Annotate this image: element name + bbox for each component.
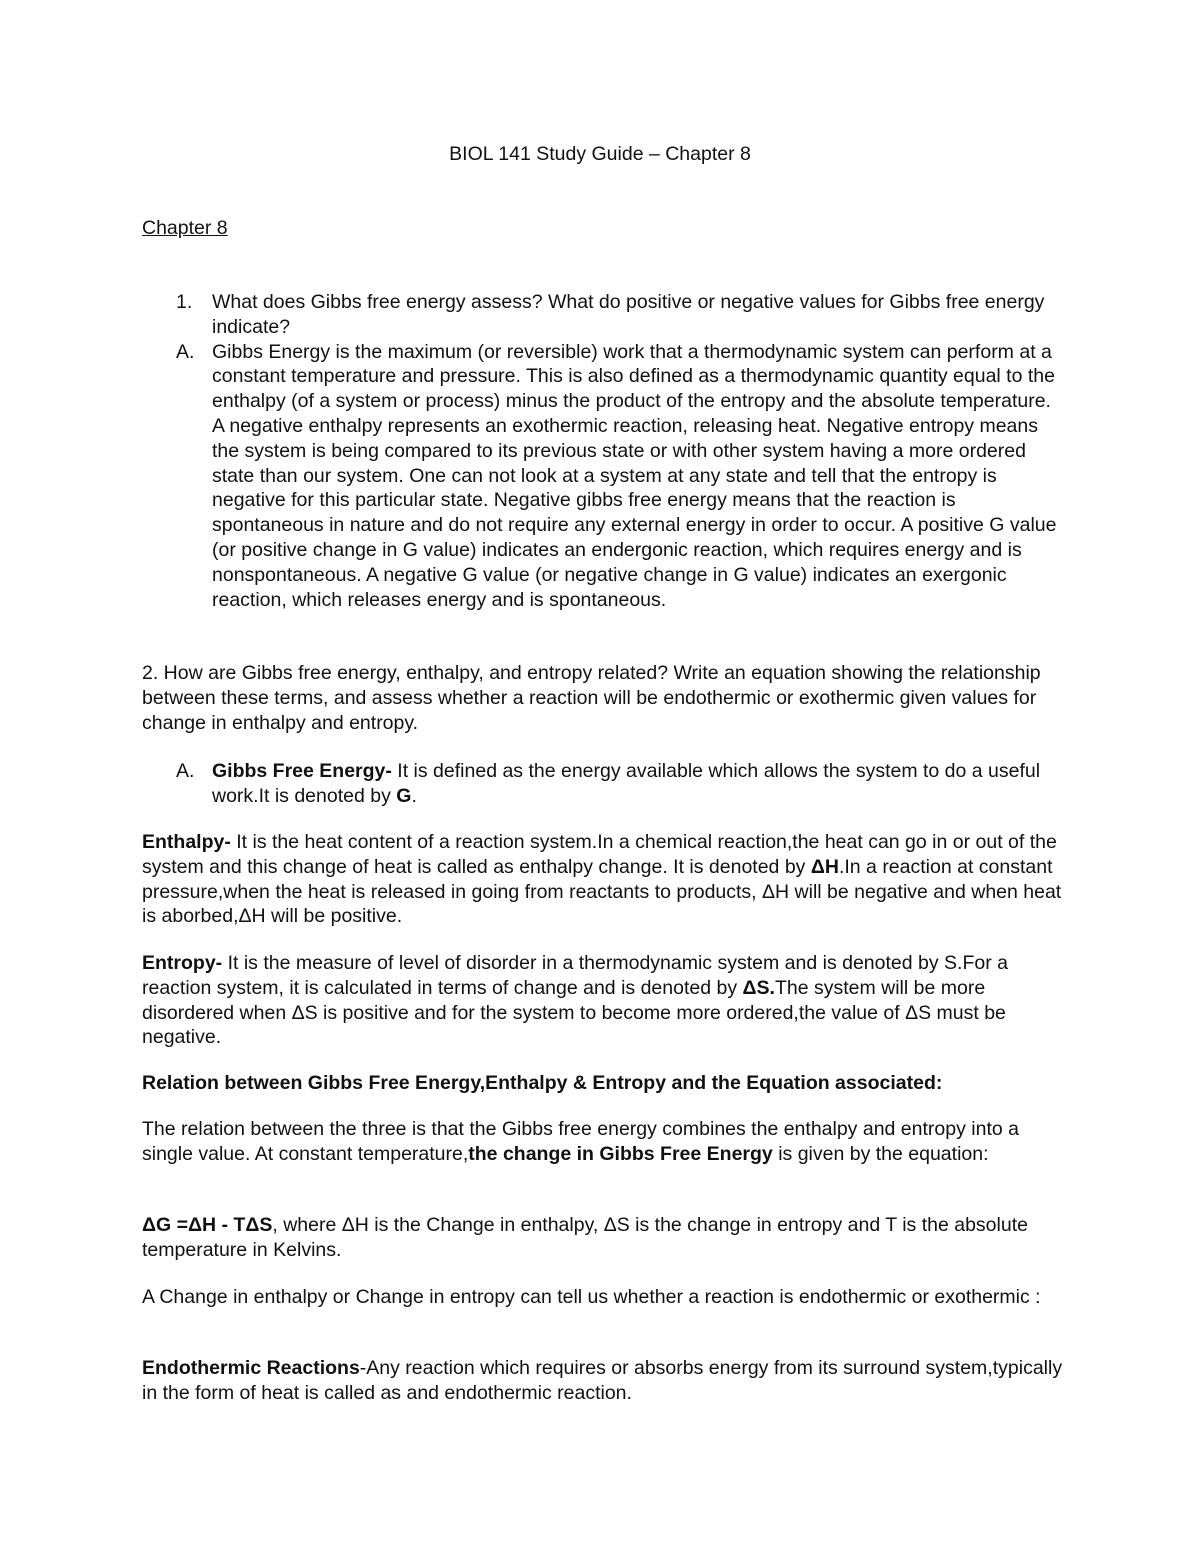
equation-text: , where ΔH is the Change in enthalpy, ΔS is the change in entropy and T is the absolute temperature in Kelvins.: [142, 1214, 1028, 1261]
relation-text-1: The relation between the three is that the Gibbs free energy combines the enthalpy and entropy into a single value. At constant temperature,: [142, 1118, 1019, 1165]
gibbs-end: .: [411, 784, 417, 807]
endothermic-text: -Any reaction which requires or absorbs energy from its surround system,typically in the form of heat is called as and endothermic reaction.: [142, 1357, 1063, 1404]
relation-text-2: is given by the equation:: [772, 1142, 989, 1165]
gibbs-symbol: G: [396, 784, 412, 807]
enthalpy-text-1: It is the heat content of a reaction system.In a chemical reaction,the heat can go in or out of the system and this change of heat is called as enthalpy change. It is denoted by: [142, 831, 1057, 878]
question-1-marker: 1.: [176, 291, 193, 313]
change-paragraph: A Change in enthalpy or Change in entropy can tell us whether a reaction is endothermic or exothermic :: [142, 1286, 1041, 1308]
enthalpy-paragraph: [142, 830, 1072, 929]
enthalpy-symbol: ΔH: [810, 855, 839, 878]
answer-1: [142, 340, 1062, 613]
entropy-term: Entropy-: [142, 952, 223, 974]
entropy-text-1: It is the measure of level of disorder in a thermodynamic system and is denoted by S.For a reaction system, it is calculated in terms of change and is denoted by: [142, 952, 1008, 999]
endothermic-paragraph: [142, 1356, 1072, 1406]
question-2: 2. How are Gibbs free energy, enthalpy, and entropy related? Write an equation showing the relationship between these terms, and assess whether a reaction will be endothermic or exothermic given values for change in enthalpy and entropy.: [142, 662, 1041, 734]
endothermic-term: Endothermic Reactions: [142, 1357, 360, 1379]
relation-heading-text: Relation between Gibbs Free Energy,Enthalpy & Entropy and the Equation associated:: [142, 1072, 943, 1094]
chapter-heading: Chapter 8: [142, 217, 228, 239]
answer-1-text: Gibbs Energy is the maximum (or reversible) work that a thermodynamic system can perform at a constant temperature and pressure. This is also defined as a thermodynamic quantity equal to the enthalpy (of a system or process) minus the product of the entropy and the absolute temperature. A negative enthalpy represents an exothermic reaction, releasing heat. Negative entropy means the system is being compared to its previous state or with other system having a more ordered state than our system. One can not look at a system at any state and tell that the entropy is negative for this particular state. Negative gibbs free energy means that the reaction is spontaneous in nature and do not require any external energy in order to occur. A positive G value (or positive change in G value) indicates an endergonic reaction, which requires energy and is nonspontaneous. A negative G value (or negative change in G value) indicates an exergonic reaction, which releases energy and is spontaneous.: [212, 340, 1057, 611]
gibbs-definition: It is defined as the energy available which allows the system to do a useful work.It is denoted by: [212, 760, 1041, 807]
question-1: [142, 290, 1062, 340]
answer-2-block: [142, 759, 1062, 809]
relation-paragraph: [142, 1117, 1072, 1167]
equation-paragraph: [142, 1213, 1072, 1263]
entropy-paragraph: [142, 951, 1072, 1050]
gibbs-equation: ΔG =ΔH - TΔS: [142, 1214, 273, 1236]
answer-2: [142, 759, 1062, 809]
enthalpy-term: Enthalpy-: [142, 831, 231, 853]
question-1-text: What does Gibbs free energy assess? What do positive or negative values for Gibbs free energy indicate?: [212, 291, 1045, 338]
relation-bold: the change in Gibbs Free Energy: [468, 1142, 773, 1165]
entropy-text-2: The system will be more disordered when ΔS is positive and for the system to become more ordered,the value of ΔS must be negative.: [142, 976, 1006, 1049]
answer-1-marker: A.: [176, 340, 195, 363]
enthalpy-text-2: .In a reaction at constant pressure,when the heat is released in going from reactants to products, ΔH will be negative and when heat is aborbed,ΔH will be positive.: [142, 855, 1062, 928]
document-title: BIOL 141 Study Guide – Chapter 8: [449, 143, 751, 165]
relation-heading: [142, 1071, 1072, 1096]
answer-2-marker: A.: [176, 760, 195, 782]
entropy-symbol: ΔS.: [742, 976, 775, 999]
question-1-block: [142, 290, 1062, 612]
gibbs-term: Gibbs Free Energy-: [212, 760, 392, 782]
